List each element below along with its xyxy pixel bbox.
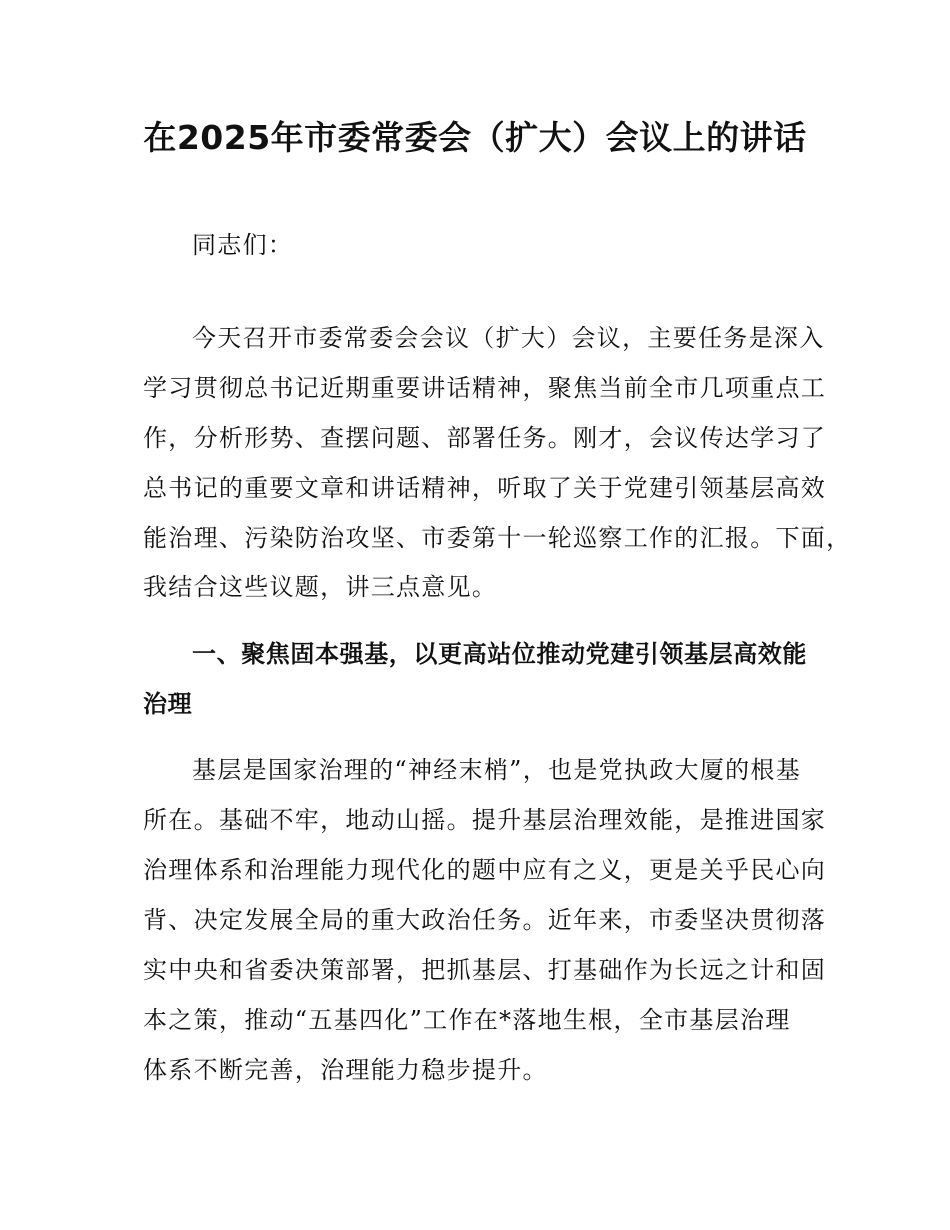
paragraph-line: 我结合这些议题，讲三点意见。 xyxy=(143,573,498,601)
heading-line: 一、聚焦固本强基，以更高站位推动党建引领基层高效能 xyxy=(192,640,807,668)
paragraph-line: 治理体系和治理能力现代化的题中应有之义，更是关乎民心向 xyxy=(143,856,827,884)
paragraph-line: 总书记的重要文章和讲话精神，听取了关于党建引领基层高效 xyxy=(143,474,827,502)
paragraph-line: 基层是国家治理的“神经末梢”，也是党执政大厦的根基 xyxy=(192,756,802,784)
heading-line: 治理 xyxy=(143,690,193,718)
paragraph-line: 学习贯彻总书记近期重要讲话精神，聚焦当前全市几项重点工 xyxy=(143,374,827,402)
document-title: 在2025年市委常委会（扩大）会议上的讲话 xyxy=(143,118,807,157)
paragraph-line: 实中央和省委决策部署，把抓基层、打基础作为长远之计和固 xyxy=(143,956,827,984)
paragraph-line: 体系不断完善，治理能力稳步提升。 xyxy=(143,1056,548,1084)
paragraph-line: 背、决定发展全局的重大政治任务。近年来，市委坚决贯彻落 xyxy=(143,906,827,934)
paragraph-line: 本之策，推动“五基四化”工作在*落地生根，全市基层治理 xyxy=(143,1006,791,1034)
paragraph-line: 今天召开市委常委会会议（扩大）会议，主要任务是深入 xyxy=(192,324,825,352)
paragraph-line: 作，分析形势、查摆问题、部署任务。刚才，会议传达学习了 xyxy=(143,424,827,452)
paragraph-line: 所在。基础不牢，地动山摇。提升基层治理效能，是推进国家 xyxy=(143,806,827,834)
paragraph-line: 能治理、污染防治攻坚、市委第十一轮巡察工作的汇报。下面， xyxy=(143,524,852,552)
salutation: 同志们： xyxy=(192,231,294,259)
